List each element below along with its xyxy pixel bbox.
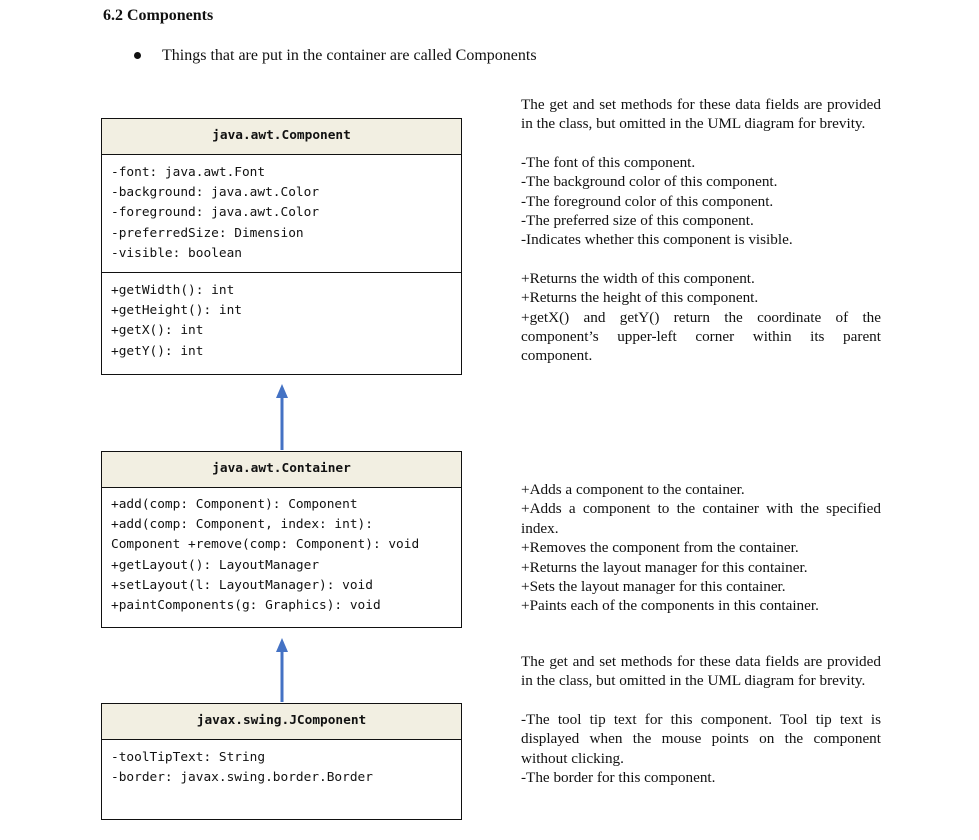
- desc-get-height: +Returns the height of this component.: [521, 289, 759, 307]
- field-foreground: -foreground: java.awt.Color: [111, 205, 320, 221]
- desc-get-layout: +Returns the layout manager for this container.: [521, 558, 808, 576]
- method-get-height: +getHeight(): int: [111, 303, 242, 319]
- field-border: -border: javax.swing.border.Border: [111, 770, 373, 786]
- method-add: +add(comp: Component): Component: [111, 497, 358, 512]
- component-desc-intro: The get and set methods for these data fields are provided in the class, but omitted in the UML diagram for brevity.: [521, 96, 881, 133]
- inheritance-arrow-icon: [272, 638, 292, 702]
- field-background: -background: java.awt.Color: [111, 185, 320, 201]
- desc-background: -The background color of this component.: [521, 173, 778, 191]
- desc-font: -The font of this component.: [521, 153, 696, 171]
- component-fields: [102, 155, 461, 272]
- method-paint-components: +paintComponents(g: Graphics): void: [111, 598, 381, 614]
- desc-preferred-size: -The preferred size of this component.: [521, 212, 754, 230]
- method-remove: Component +remove(comp: Component): void: [111, 537, 420, 553]
- desc-border: -The border for this component.: [521, 769, 716, 787]
- container-description: [521, 480, 881, 616]
- jcomponent-desc-intro: The get and set methods for these data fields are provided in the class, but omitted in the UML diagram for brevity.: [521, 653, 881, 690]
- jcomponent-class-name: javax.swing.JComponent: [102, 704, 461, 740]
- bullet-text: Things that are put in the container are called Components: [162, 47, 537, 64]
- method-get-width: +getWidth(): int: [111, 283, 235, 298]
- desc-visible: -Indicates whether this component is visible.: [521, 231, 793, 249]
- desc-get-xy: +getX() and getY() return the coordinate of the component’s upper-left corner within its parent component.: [521, 308, 881, 365]
- desc-tool-tip-text: -The tool tip text for this component. Tool tip text is displayed when the mouse points on the component without clicking.: [521, 710, 881, 767]
- component-description: [521, 95, 881, 366]
- desc-set-layout: +Sets the layout manager for this container.: [521, 578, 786, 596]
- desc-foreground: -The foreground color of this component.: [521, 192, 774, 210]
- desc-add: +Adds a component to the container.: [521, 481, 745, 498]
- desc-add-index: +Adds a component to the container with the specified index.: [521, 500, 881, 537]
- field-visible: -visible: boolean: [111, 245, 242, 261]
- container-class-name: java.awt.Container: [102, 452, 461, 488]
- container-methods: [102, 488, 461, 622]
- jcomponent-class-box: [101, 703, 462, 820]
- field-preferred-size: -preferredSize: Dimension: [111, 225, 304, 241]
- inheritance-arrow-icon: [272, 384, 292, 450]
- bullet-dot: [134, 52, 141, 59]
- component-class-name: java.awt.Component: [102, 119, 461, 155]
- component-methods: [102, 272, 461, 368]
- container-class-box: [101, 451, 462, 628]
- field-font: -font: java.awt.Font: [111, 165, 266, 180]
- method-add-index: +add(comp: Component, index: int):: [111, 517, 373, 533]
- method-get-y: +getY(): int: [111, 343, 204, 359]
- method-get-layout: +getLayout(): LayoutManager: [111, 557, 320, 573]
- method-get-x: +getX(): int: [111, 323, 204, 339]
- desc-get-width: +Returns the width of this component.: [521, 269, 755, 287]
- jcomponent-description: [521, 652, 881, 787]
- section-heading: 6.2 Components: [103, 7, 214, 24]
- desc-remove: +Removes the component from the container.: [521, 539, 799, 557]
- desc-paint-components: +Paints each of the components in this container.: [521, 597, 819, 615]
- jcomponent-fields: [102, 740, 461, 794]
- field-tool-tip-text: -toolTipText: String: [111, 750, 266, 765]
- method-set-layout: +setLayout(l: LayoutManager): void: [111, 577, 373, 593]
- component-class-box: [101, 118, 462, 375]
